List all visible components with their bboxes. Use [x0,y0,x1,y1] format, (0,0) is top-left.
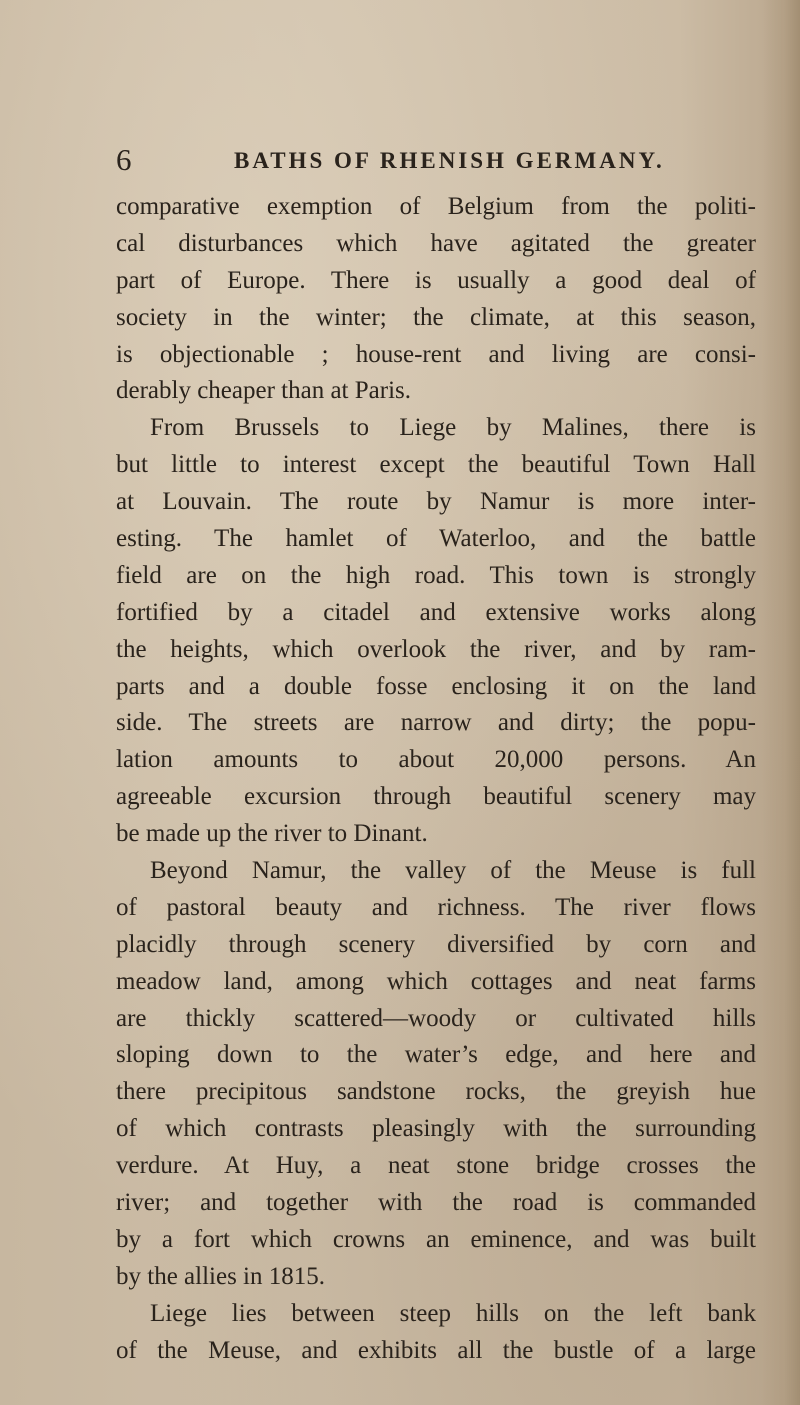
text-line: lation amounts to about 20,000 persons. An [116,746,756,774]
text-line: are thickly scattered—woody or cultivated hills [116,1004,756,1032]
text-line: society in the winter; the climate, at this season, [116,303,756,331]
text-line: meadow land, among which cottages and neat farms [116,967,756,995]
text-line: the heights, which overlook the river, and by ram- [116,635,756,663]
text-line: of which contrasts pleasingly with the surrounding [116,1115,756,1143]
text-line: by a fort which crowns an eminence, and was built [116,1225,756,1253]
text-line: of the Meuse, and exhibits all the bustle of a large [116,1336,756,1364]
page-edge-shadow [762,0,800,1405]
text-line: there precipitous sandstone rocks, the greyish hue [116,1078,756,1106]
text-line: at Louvain. The route by Namur is more inter- [116,488,756,516]
text-line: field are on the high road. This town is strongly [116,561,756,589]
text-line: side. The streets are narrow and dirty; the popu- [116,709,756,737]
text-line: comparative exemption of Belgium from the politi- [116,193,756,220]
text-line: From Brussels to Liege by Malines, there is [150,414,756,442]
text-line: be made up the river to Dinant. [116,820,428,848]
text-line: but little to interest except the beautiful Town Hall [116,451,756,479]
text-line: esting. The hamlet of Waterloo, and the battle [116,525,756,553]
text-line: fortified by a citadel and extensive works along [116,598,756,626]
text-line: parts and a double fosse enclosing it on the land [116,672,756,700]
text-line: part of Europe. There is usually a good deal of [116,266,756,294]
text-line: river; and together with the road is commanded [116,1189,756,1217]
text-line: verdure. At Huy, a neat stone bridge crosses the [116,1152,756,1180]
text-line: Liege lies between steep hills on the left bank [150,1299,756,1327]
text-line: placidly through scenery diversified by corn and [116,930,756,958]
text-line: Beyond Namur, the valley of the Meuse is full [150,857,756,885]
body-text [116,189,756,1370]
page-header [116,142,756,182]
text-line: agreeable excursion through beautiful scenery may [116,783,756,811]
text-line: sloping down to the water’s edge, and here and [116,1041,756,1069]
text-line: is objectionable ; house-rent and living are consi- [116,340,756,368]
running-head: BATHS OF RHENISH GERMANY. [234,148,665,173]
text-line: cal disturbances which have agitated the greater [116,229,756,257]
text-line: of pastoral beauty and richness. The river flows [116,893,756,921]
text-line: by the allies in 1815. [116,1262,325,1290]
page-number: 6 [116,142,132,177]
text-line: derably cheaper than at Paris. [116,377,412,405]
